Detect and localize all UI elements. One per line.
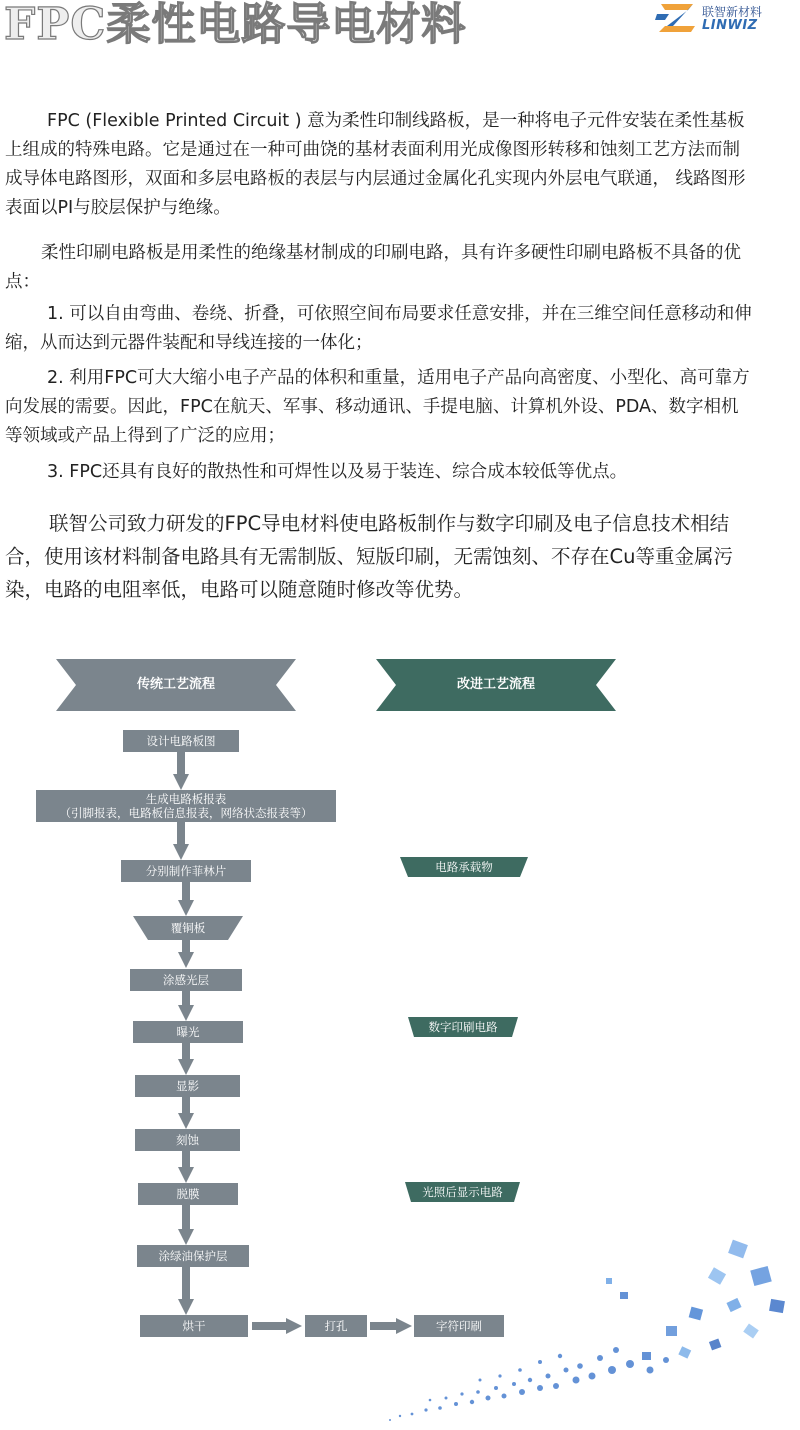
- flow-step-develop: 显影: [135, 1075, 240, 1097]
- flow-step-generate-report-label: 生成电路板报表: [145, 792, 227, 806]
- flow-step-etch: 刻蚀: [135, 1129, 240, 1151]
- advantage-point-2: 2. 利用FPC可大大缩小电子产品的体积和重量，适用电子产品向高密度、小型化、高可靠方向发展的需要。因此，FPC在航天、军事、移动通讯、手提电脑、计算机外设、PDA、数字相机等领域或产品上得到了广泛的应用；: [5, 368, 750, 446]
- improved-step-digital-print-label: 数字印刷电路: [428, 1020, 498, 1034]
- down-arrow-icon: [178, 1043, 194, 1075]
- improved-step-light-display: [405, 1182, 520, 1202]
- flow-step-strip: 脱膜: [138, 1183, 238, 1205]
- improved-flow-title: 改进工艺流程: [456, 677, 535, 692]
- traditional-flow-title: 传统工艺流程: [136, 677, 215, 692]
- improved-step-carrier-label: 电路承载物: [435, 860, 493, 874]
- company-paragraph: 联智公司致力研发的FPC导电材料使电路板制作与数字印刷及电子信息技术相结合，使用该材料制备电路具有无需制版、短版印刷，无需蚀刻、不存在Cu等重金属污染，电路的电阻率低，电路可以随意随时修改等优势。: [5, 512, 733, 601]
- advantage-point-1: 1. 可以自由弯曲、卷绕、折叠，可依照空间布局要求任意安排，并在三维空间任意移动和伸缩，从而达到元器件装配和导线连接的一体化；: [5, 304, 752, 353]
- flow-step-dry: 烘干: [140, 1315, 248, 1337]
- advantage-point-3: 3. FPC还具有良好的散热性和可焊性以及易于装连、综合成本较低等优点。: [47, 462, 628, 482]
- down-arrow-icon: [178, 882, 194, 916]
- down-arrow-icon: [178, 1097, 194, 1129]
- intro-paragraph-2: 柔性印刷电路板是用柔性的绝缘基材制成的印刷电路，具有许多硬性印刷电路板不具备的优点：: [5, 243, 741, 292]
- down-arrow-icon: [178, 991, 194, 1021]
- decorative-particle-swirl: [380, 1230, 800, 1430]
- down-arrow-icon: [173, 822, 189, 860]
- logo-name-cn: 联智新材料: [702, 5, 763, 19]
- improved-flow-header: [376, 659, 616, 711]
- flow-step-solder-mask: 涂绿油保护层: [137, 1245, 249, 1267]
- down-arrow-icon: [178, 940, 194, 968]
- intro-paragraph-1: FPC (Flexible Printed Circuit ) 意为柔性印制线路板，是一种将电子元件安装在柔性基板上组成的特殊电路。它是通过在一种可曲饶的基材表面利用光成像图形转移和蚀刻工艺方法而制成导体电路图形，双面和多层电路板的表层与内层通过金属化孔实现内外层电气联通， 线路图形表面以PI与胶层保护与绝缘。: [5, 111, 746, 218]
- improved-step-digital-print: [408, 1017, 518, 1037]
- flow-step-drill: 打孔: [305, 1315, 367, 1337]
- down-arrow-icon: [173, 752, 189, 790]
- flow-step-copper-clad: 覆铜板: [170, 921, 206, 935]
- down-arrow-icon: [178, 1151, 194, 1183]
- down-arrow-icon: [178, 1205, 194, 1245]
- linwiz-z-logo-icon: [655, 2, 697, 34]
- improved-step-carrier: [400, 857, 528, 877]
- flow-step-design-board: 设计电路板图: [123, 730, 239, 752]
- flow-step-film: 分别制作菲林片: [121, 860, 251, 882]
- improved-step-light-display-label: 光照后显示电路: [422, 1185, 503, 1199]
- flow-step-exposure: 曝光: [133, 1021, 243, 1043]
- flow-step-generate-report: [36, 790, 336, 822]
- flow-step-character-print: 字符印刷: [414, 1315, 504, 1337]
- brand-logo: [655, 2, 795, 36]
- down-arrow-icon: [178, 1267, 194, 1315]
- flow-step-photosensitive: 涂感光层: [130, 969, 242, 991]
- logo-name-en: LINWIZ: [702, 18, 758, 33]
- right-arrow-icon: [252, 1318, 302, 1334]
- traditional-flow-header: [56, 659, 296, 711]
- page-title: FPC柔性电路导电材料: [4, 0, 467, 50]
- flow-step-generate-report-sub: （引脚报表，电路板信息报表，网络状态报表等）: [59, 806, 313, 820]
